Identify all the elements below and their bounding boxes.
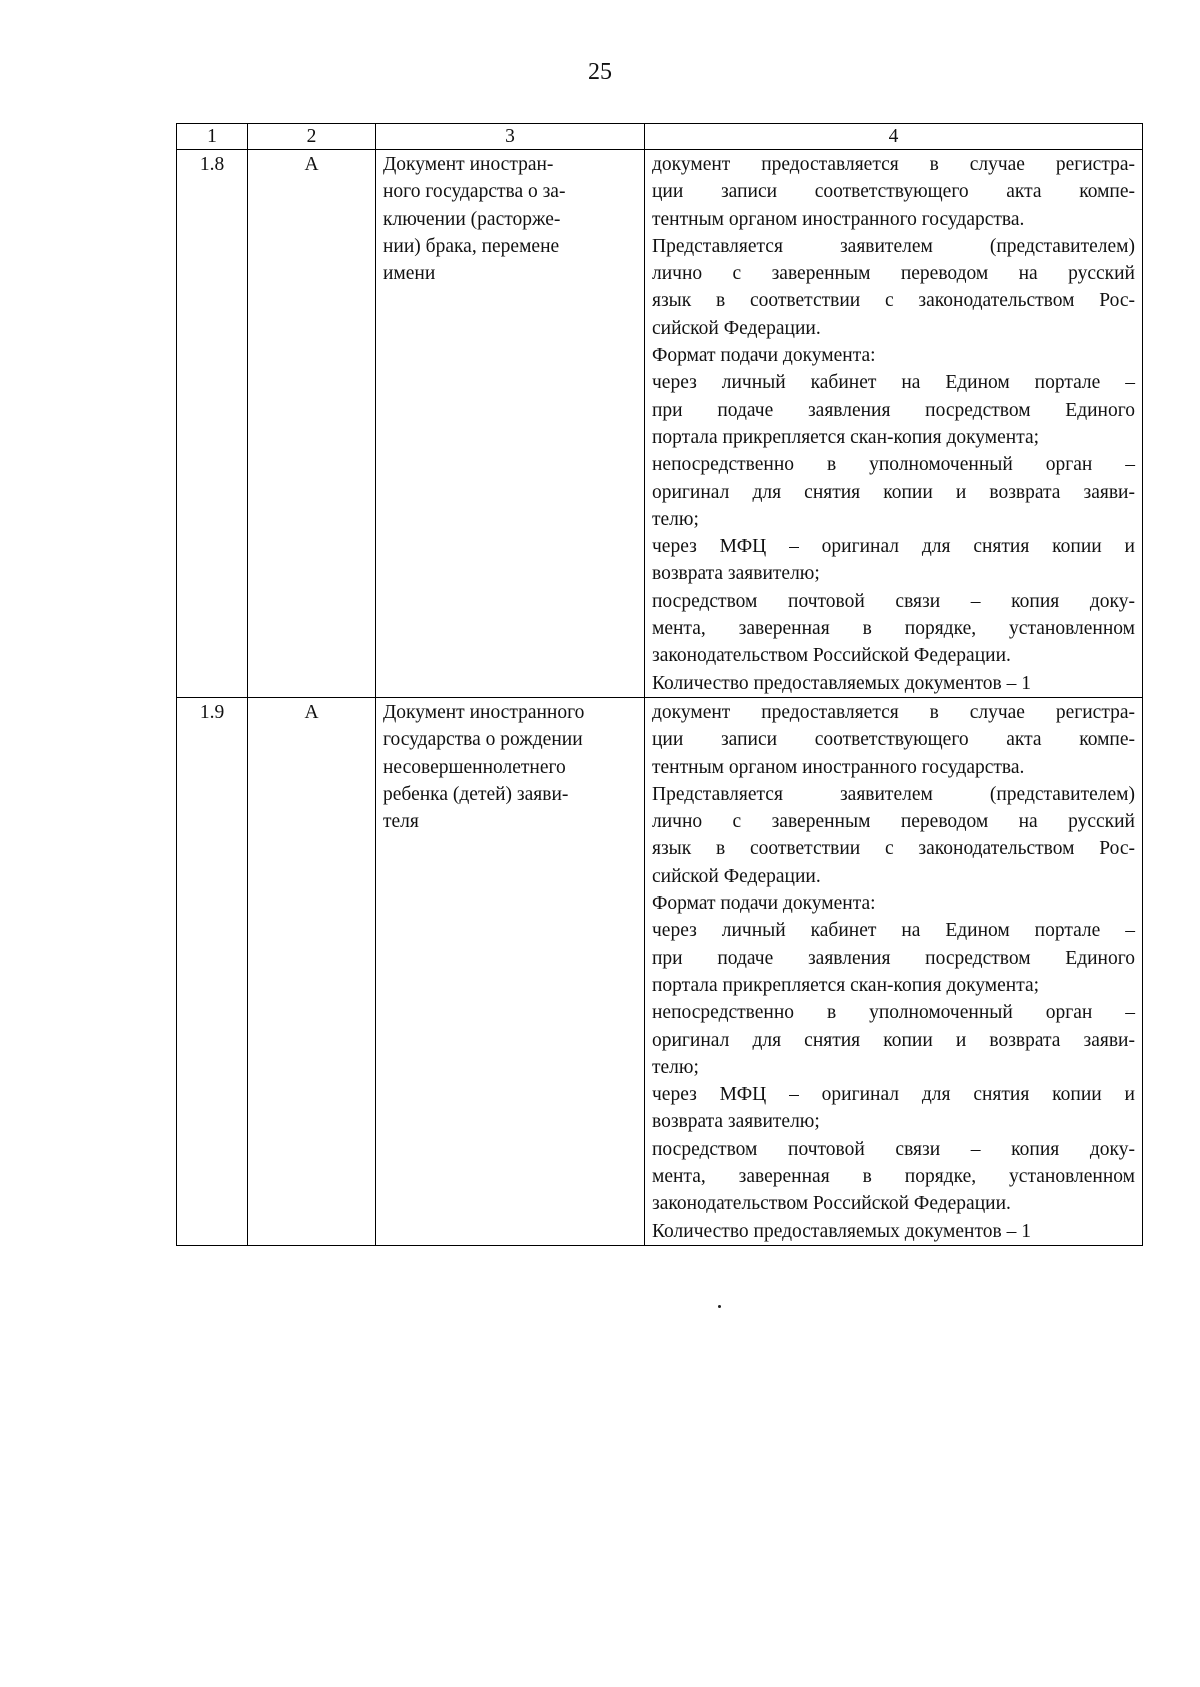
documents-table [176,123,1143,1246]
text-line: телю; [652,1056,699,1078]
text-line: посредством почтовой связи – копия доку- [652,590,1135,612]
text-line: портала прикрепляется скан-копия документа; [652,426,1040,448]
column-header-3: 3 [376,124,645,150]
text-line: мента, заверенная в порядке, установленном [652,1165,1135,1187]
table-row [177,697,1143,1245]
text-line: ного государства о за- [383,181,566,203]
text-line: непосредственно в уполномоченный орган – [652,1002,1135,1024]
text-line: тентным органом иностранного государства. [652,208,1025,230]
text-line: документ предоставляется в случае регистра- [652,154,1135,175]
row-number-cell: 1.9 [177,697,248,1245]
text-line: Формат подачи документа: [652,345,876,367]
text-line: оригинал для снятия копии и возврата заяви- [652,481,1135,503]
text-line: Документ иностранного [383,701,585,723]
text-line: ключении (расторже- [383,208,561,230]
text-line: законодательством Российской Федерации. [652,645,1011,667]
text-line: ции записи соответствующего акта компе- [652,729,1135,751]
table-header-row [177,124,1143,150]
text-line: имени [383,263,436,285]
text-line: Документ иностран- [383,154,554,175]
text-line: телю; [652,508,699,530]
column-header-4: 4 [645,124,1143,150]
column-header-2: 2 [248,124,376,150]
table-row [177,150,1143,698]
text-line: несовершеннолетнего [383,756,566,778]
text-line: ции записи соответствующего акта компе- [652,181,1135,203]
text-line: теля [383,811,419,833]
text-line: через личный кабинет на Едином портале – [652,372,1135,394]
text-line: лично с заверенным переводом на русский [652,811,1135,833]
text-line: законодательством Российской Федерации. [652,1193,1011,1215]
description-lines [652,151,1135,697]
text-line: через МФЦ – оригинал для снятия копии и [652,536,1135,558]
text-line: документ предоставляется в случае регистра- [652,701,1135,723]
page-number: 25 [588,59,612,85]
description-cell [645,150,1143,698]
text-line: язык в соответствии с законодательством Рос- [652,838,1135,860]
column-header-1: 1 [177,124,248,150]
text-line: возврата заявителю; [652,563,820,585]
text-line: при подаче заявления посредством Единого [652,399,1135,421]
text-line: мента, заверенная в порядке, установленном [652,618,1135,640]
document-name-lines [383,699,637,835]
category-cell: А [248,697,376,1245]
text-line: Формат подачи документа: [652,893,876,915]
text-line: возврата заявителю; [652,1111,820,1133]
text-line: Представляется заявителем (представителем) [652,235,1135,257]
text-line: язык в соответствии с законодательством Рос- [652,290,1135,312]
text-line: оригинал для снятия копии и возврата заяви- [652,1029,1135,1051]
text-line: нии) брака, перемене [383,235,560,257]
text-line: через МФЦ – оригинал для снятия копии и [652,1084,1135,1106]
text-line: сийской Федерации. [652,317,821,339]
text-line: непосредственно в уполномоченный орган – [652,454,1135,476]
text-line: сийской Федерации. [652,865,821,887]
stray-dot [718,1305,721,1308]
document-name-lines [383,151,637,287]
text-line: через личный кабинет на Едином портале – [652,920,1135,942]
category-cell: А [248,150,376,698]
document-name-cell [376,697,645,1245]
text-line: тентным органом иностранного государства. [652,756,1025,778]
description-cell [645,697,1143,1245]
text-line: портала прикрепляется скан-копия документа; [652,974,1040,996]
row-number-cell: 1.8 [177,150,248,698]
text-line: ребенка (детей) заяви- [383,783,569,805]
text-line: государства о рождении [383,729,583,751]
text-line: Представляется заявителем (представителем) [652,783,1135,805]
text-line: Количество предоставляемых документов – 1 [652,672,1031,694]
description-lines [652,699,1135,1245]
document-name-cell [376,150,645,698]
text-line: Количество предоставляемых документов – 1 [652,1220,1031,1242]
text-line: посредством почтовой связи – копия доку- [652,1138,1135,1160]
text-line: при подаче заявления посредством Единого [652,947,1135,969]
text-line: лично с заверенным переводом на русский [652,263,1135,285]
